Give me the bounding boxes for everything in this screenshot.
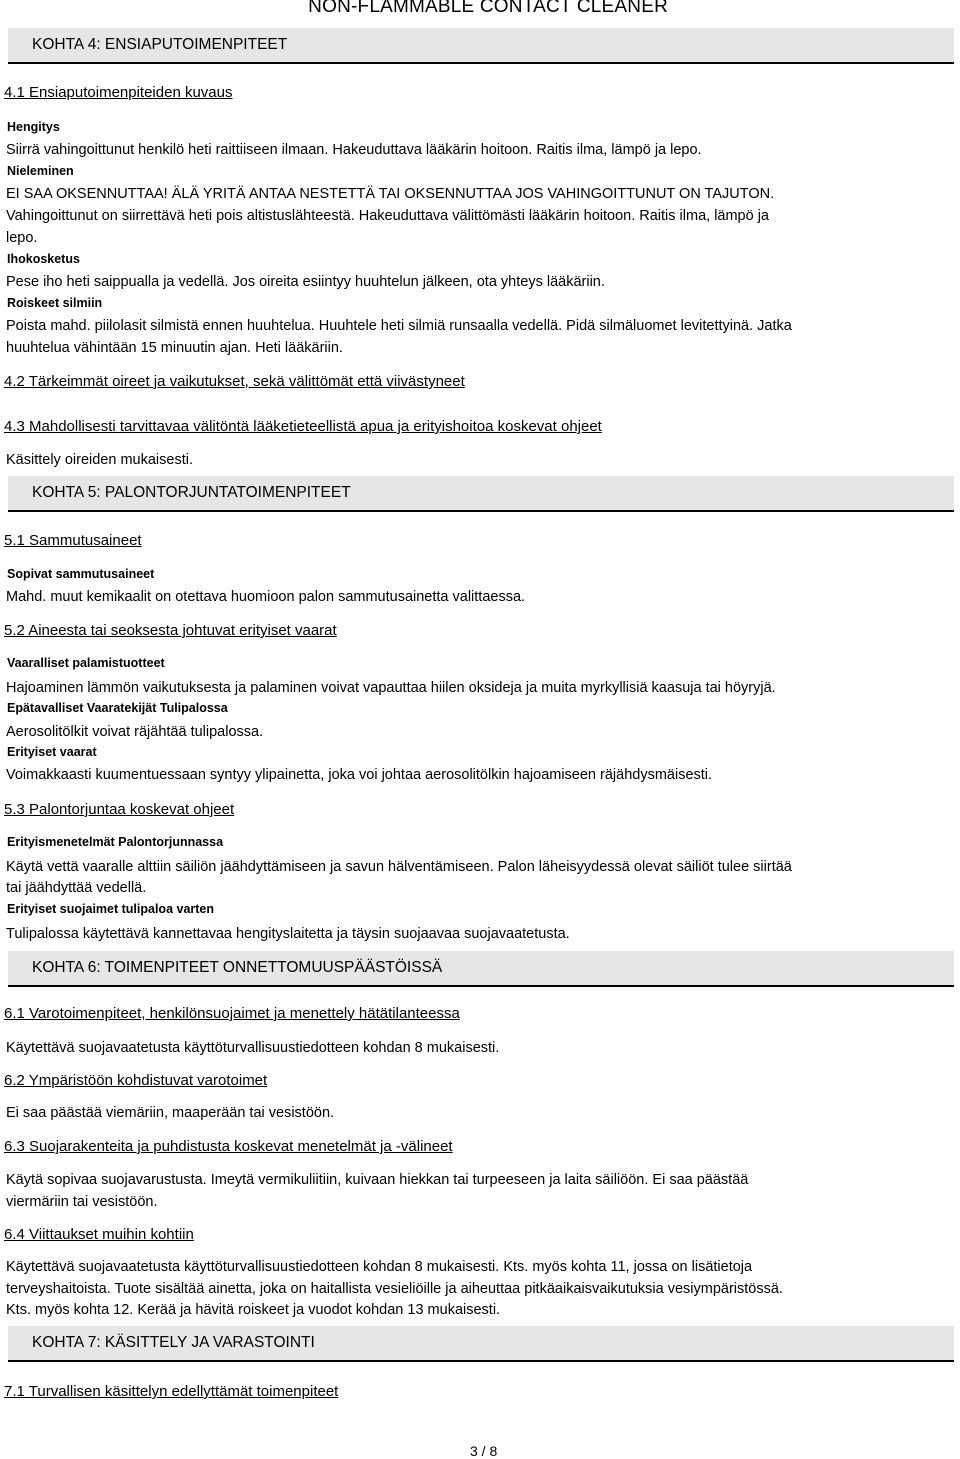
suitable-media-text: Mahd. muut kemikaalit on otettava huomioon palon sammutusainetta valittaessa.: [6, 589, 526, 605]
subsection-6-3-line: Käytä sopivaa suojavarustusta. Imeytä vermikuliitiin, kuivaan hiekkan tai turpeeseen ja laita säiliöön. Ei saa päästää: [6, 1172, 749, 1188]
specific-hazards-label: Erityiset vaarat: [7, 745, 97, 759]
subsection-5-1-title: 5.1 Sammutusaineet: [4, 532, 142, 549]
subsection-4-3-title: 4.3 Mahdollisesti tarvittavaa välitöntä lääketieteellistä apua ja erityishoitoa koskevat ohjeet: [4, 418, 602, 435]
subsection-6-4-line: Käytettävä suojavaatetusta käyttöturvallisuustiedotteen kohdan 8 mukaisesti. Kts. myös kohta 11, jossa on lisätietoja: [6, 1259, 753, 1275]
ingestion-line: lepo.: [6, 230, 38, 246]
section-7-heading-box: [8, 1326, 954, 1362]
section-5-heading: KOHTA 5: PALONTORJUNTATOIMENPITEET: [32, 484, 351, 501]
subsection-5-3-title: 5.3 Palontorjuntaa koskevat ohjeet: [4, 801, 235, 818]
unusual-hazards-text: Aerosolitölkit voivat räjähtää tulipalossa.: [6, 724, 264, 740]
subsection-6-1-title: 6.1 Varotoimenpiteet, henkilönsuojaimet ja menettely hätätilanteessa: [4, 1005, 460, 1022]
ingestion-line: Vahingoittunut on siirrettävä heti pois altistuslähteestä. Hakeuduttava välittömästi lääkärin hoitoon. Raitis ilma, lämpö ja: [6, 208, 769, 224]
ingestion-line: EI SAA OKSENNUTTAA! ÄLÄ YRITÄ ANTAA NESTETTÄ TAI OKSENNUTTAA JOS VAHINGOITTUNUT ON TAJUTON.: [6, 186, 775, 202]
suitable-media-label: Sopivat sammutusaineet: [7, 567, 155, 581]
subsection-4-2-title: 4.2 Tärkeimmät oireet ja vaikutukset, sekä välittömät että viivästyneet: [4, 373, 465, 390]
skin-contact-label: Ihokosketus: [7, 252, 80, 266]
section-6-heading-box: [8, 951, 954, 987]
firefighting-methods-line: Käytä vettä vaaralle alttiin säiliön jäähdyttämiseen ja savun hälventämiseen. Palon läheisyydessä olevat säiliöt tulee siirtää: [6, 859, 792, 875]
ingestion-label: Nieleminen: [7, 164, 74, 178]
subsection-6-1-text: Käytettävä suojavaatetusta käyttöturvallisuustiedotteen kohdan 8 mukaisesti.: [6, 1040, 500, 1056]
subsection-6-4-title: 6.4 Viittaukset muihin kohtiin: [4, 1226, 194, 1243]
subsection-6-4-line: Kts. myös kohta 12. Kerää ja hävitä roiskeet ja vuodot kohdan 13 mukaisesti.: [6, 1302, 501, 1318]
inhalation-text: Siirrä vahingoittunut henkilö heti raittiiseen ilmaan. Hakeuduttava lääkärin hoitoon. Raitis ilma, lämpö ja lepo.: [6, 142, 702, 158]
subsection-6-4-line: terveyshaitoista. Tuote sisältää ainetta, joka on haitallista vesieliöille ja aiheuttaa pitkäaikaisvaikutuksia vesiympäristössä.: [6, 1281, 783, 1297]
section-6-heading: KOHTA 6: TOIMENPITEET ONNETTOMUUSPÄÄSTÖISSÄ: [32, 959, 443, 976]
combustion-products-label: Vaaralliset palamistuotteet: [7, 656, 165, 670]
section-4-heading: KOHTA 4: ENSIAPUTOIMENPITEET: [32, 36, 288, 53]
product-title: NON-FLAMMABLE CONTACT CLEANER: [308, 0, 668, 17]
eye-contact-line: Poista mahd. piilolasit silmistä ennen huuhtelua. Huuhtele heti silmiä runsaalla vedellä. Pidä silmäluomet levitettyinä. Jatka: [6, 318, 792, 334]
subsection-4-3-text: Käsittely oireiden mukaisesti.: [6, 452, 193, 468]
unusual-hazards-label: Epätavalliset Vaaratekijät Tulipalossa: [7, 701, 228, 715]
firefighting-methods-line: tai jäähdyttää vedellä.: [6, 880, 147, 896]
subsection-6-2-text: Ei saa päästää viemäriin, maaperään tai vesistöön.: [6, 1105, 335, 1121]
eye-contact-label: Roiskeet silmiin: [7, 296, 103, 310]
subsection-7-1-title: 7.1 Turvallisen käsittelyn edellyttämät toimenpiteet: [4, 1383, 339, 1400]
subsection-4-1-title: 4.1 Ensiaputoimenpiteiden kuvaus: [4, 84, 233, 101]
section-4-heading-box: [8, 28, 954, 64]
combustion-products-text: Hajoaminen lämmön vaikutuksesta ja palaminen voivat vapauttaa hiilen oksideja ja muita myrkyllisiä kaasuja tai höyryjä.: [6, 680, 776, 696]
protective-equipment-label: Erityiset suojaimet tulipaloa varten: [7, 902, 215, 916]
page-number: 3 / 8: [470, 1443, 498, 1459]
subsection-6-2-title: 6.2 Ympäristöön kohdistuvat varotoimet: [4, 1072, 268, 1089]
inhalation-label: Hengitys: [7, 120, 60, 134]
eye-contact-line: huuhtelua vähintään 15 minuutin ajan. Heti lääkäriin.: [6, 340, 343, 356]
section-7-heading: KOHTA 7: KÄSITTELY JA VARASTOINTI: [32, 1334, 315, 1351]
firefighting-methods-label: Erityismenetelmät Palontorjunnassa: [7, 835, 224, 849]
skin-contact-text: Pese iho heti saippualla ja vedellä. Jos oireita esiintyy huuhtelun jälkeen, ota yhteys lääkäriin.: [6, 274, 605, 290]
section-5-heading-box: [8, 476, 954, 512]
specific-hazards-text: Voimakkaasti kuumentuessaan syntyy ylipainetta, joka voi johtaa aerosolitölkin hajoamiseen räjähdysmäisesti.: [6, 767, 713, 783]
subsection-6-3-line: viermäriin tai vesistöön.: [6, 1194, 158, 1210]
subsection-6-3-title: 6.3 Suojarakenteita ja puhdistusta koskevat menetelmät ja -välineet: [4, 1138, 453, 1155]
subsection-5-2-title: 5.2 Aineesta tai seoksesta johtuvat erityiset vaarat: [4, 622, 337, 639]
protective-equipment-text: Tulipalossa käytettävä kannettavaa hengityslaitetta ja täysin suojaavaa suojavaatetusta.: [6, 926, 570, 942]
